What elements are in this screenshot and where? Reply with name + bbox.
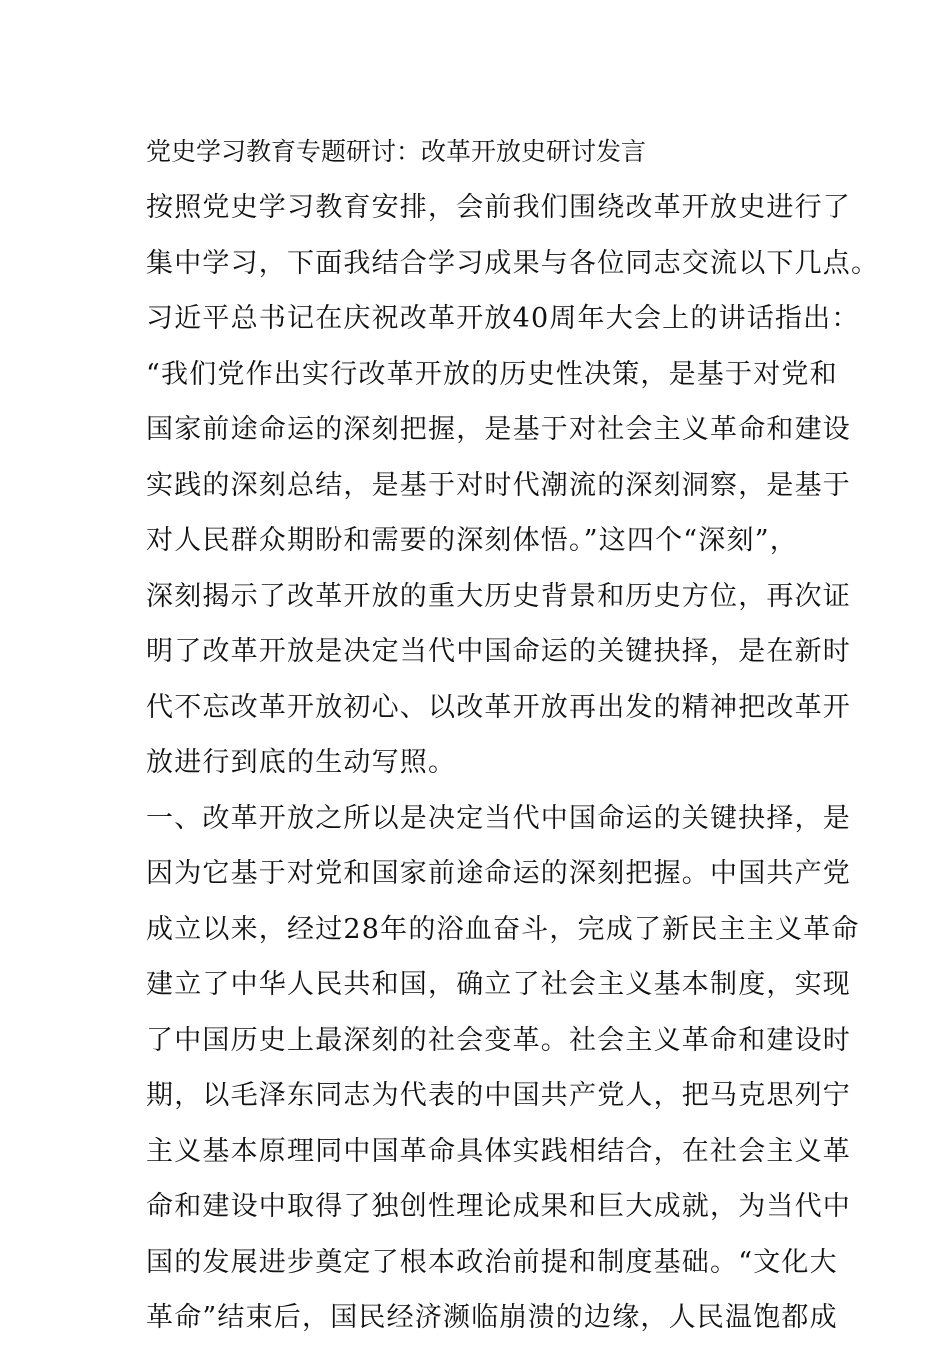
text-line: “我们党作出实行改革开放的历史性决策，是基于对党和 xyxy=(146,358,838,390)
text-line: 按照党史学习教育安排，会前我们围绕改革开放史进行了 xyxy=(146,192,851,223)
text-line: 明了改革开放是决定当代中国命运的关键抉择，是在新时 xyxy=(146,636,851,667)
text-line: 深刻揭示了改革开放的重大历史背景和历史方位，再次证 xyxy=(146,580,851,612)
text-line: 实践的深刻总结，是基于对时代潮流的深刻洞察，是基于 xyxy=(146,469,851,501)
text-line: 主义基本原理同中国革命具体实践相结合，在社会主义革 xyxy=(146,1135,851,1167)
text-line: 代不忘改革开放初心、以改革开放再出发的精神把改革开 xyxy=(146,691,851,723)
text-line: 集中学习，下面我结合学习成果与各位同志交流以下几点。 xyxy=(146,247,880,279)
text-line: 习近平总书记在庆祝改革开放40周年大会上的讲话指出： xyxy=(146,303,860,334)
text-line: 国家前途命运的深刻把握，是基于对社会主义革命和建设 xyxy=(146,414,851,445)
document-title: 党史学习教育专题研讨：改革开放史研讨发言 xyxy=(146,137,647,166)
text-line: 建立了中华人民共和国，确立了社会主义基本制度，实现 xyxy=(146,969,851,1000)
text-line: 期，以毛泽东同志为代表的中国共产党人，把马克思列宁 xyxy=(146,1080,851,1111)
text-line: 了中国历史上最深刻的社会变革。社会主义革命和建设时 xyxy=(146,1024,851,1056)
text-line: 因为它基于对党和国家前途命运的深刻把握。中国共产党 xyxy=(146,858,851,889)
text-line: 命和建设中取得了独创性理论成果和巨大成就，为当代中 xyxy=(146,1191,851,1222)
document-body xyxy=(146,124,880,1346)
text-line: 国的发展进步奠定了根本政治前提和制度基础。“文化大 xyxy=(146,1246,838,1278)
text-line: 革命”结束后，国民经济濒临崩溃的边缘，人民温饱都成 xyxy=(146,1302,838,1333)
text-line: 放进行到底的生动写照。 xyxy=(146,747,457,778)
text-line: 成立以来，经过28年的浴血奋斗，完成了新民主主义革命 xyxy=(146,913,860,945)
text-line: 对人民群众期盼和需要的深刻体悟。”这四个“深刻”， xyxy=(146,525,798,556)
text-line: 一、改革开放之所以是决定当代中国命运的关键抉择，是 xyxy=(146,802,851,834)
